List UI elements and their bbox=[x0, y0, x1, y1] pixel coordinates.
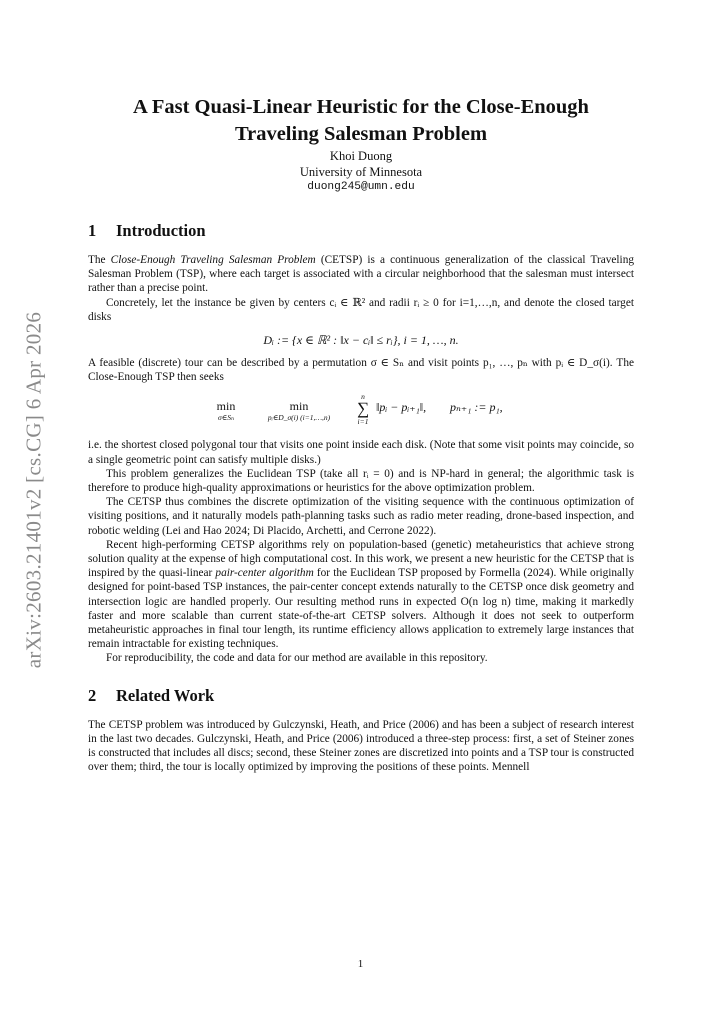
author-name: Khoi Duong bbox=[329, 149, 393, 163]
page-number: 1 bbox=[357, 958, 364, 970]
section-heading-related-work bbox=[88, 686, 634, 706]
intro-paragraph-5: This problem generalizes the Euclidean TSP (take all rᵢ = 0) and is NP-hard in general; the algorithmic task is therefore to produce high-quality approximations or heuristics for the above optimization problem. bbox=[88, 467, 634, 495]
title-line-1: A Fast Quasi-Linear Heuristic for the Close-Enough bbox=[133, 96, 589, 118]
intro-paragraph-1: The Close-Enough Traveling Salesman Problem (CETSP) is a continuous generalization of the classical Traveling Salesman Problem (TSP), where each target is associated with a circular neighborhood that the salesman must intersect rather than a precise point. bbox=[88, 254, 634, 295]
intro-paragraph-4: i.e. the shortest closed polygonal tour that visits one point inside each disk. (Note that some visit points may coincide, so a single geometric point can satisfy multiple disks.) bbox=[88, 439, 634, 466]
intro-paragraph-8: For reproducibility, the code and data for our method are available in this repository. bbox=[106, 652, 488, 665]
arxiv-sidebar bbox=[12, 300, 56, 680]
summation: n ∑ i=1 bbox=[356, 392, 370, 427]
paper-page bbox=[88, 94, 634, 774]
section-title: Introduction bbox=[116, 221, 206, 240]
section-number: 1 bbox=[88, 221, 97, 240]
intro-paragraph-7: Recent high-performing CETSP algorithms rely on population-based (genetic) metaheuristics that achieve strong solution quality at the expense of high computational cost. In this work, we present a new heuristic for the CETSP that is inspired by the quasi-linear pair-center algorithm for the Euclidean TSP proposed by Formella (2024). While originally designed for point-based TSP instances, the pair-center concept extends naturally to the CETSP once disk geometry and intersection logic are handled properly. Our resulting method runs in expected O(n log n) time, making it markedly faster and more scalable than current state-of-the-art CETSP solvers. Although it does not seek to outperform metaheuristic approaches in final tour length, its runtime efficiency allows application to extremely large instances that remain intractable for existing techniques. bbox=[88, 538, 634, 651]
title-line-2: Traveling Salesman Problem bbox=[234, 123, 488, 145]
pair-center-term: pair-center algorithm bbox=[215, 567, 314, 580]
equation-objective bbox=[88, 390, 634, 434]
equation-disks: Dᵢ := {x ∈ ℝ² : ‖x − cᵢ‖ ≤ rᵢ}, i = 1, …, n. bbox=[263, 333, 459, 348]
arxiv-identifier: arXiv:2603.21401v2 [cs.CG] 6 Apr 2026 bbox=[21, 311, 46, 669]
intro-paragraph-3: A feasible (discrete) tour can be described by a permutation σ ∈ Sₙ and visit points p₁, …, pₙ with pᵢ ∈ D_σ(i). The Close-Enough TSP then seeks bbox=[88, 357, 634, 384]
closure-term: pₙ₊₁ := p₁, bbox=[450, 400, 503, 415]
norm-term: ‖pᵢ − pᵢ₊₁‖, bbox=[376, 400, 427, 415]
author-affiliation: University of Minnesota bbox=[299, 165, 423, 179]
cetsp-term: Close-Enough Traveling Salesman Problem bbox=[110, 254, 316, 266]
paper-title bbox=[88, 94, 634, 148]
section-number: 2 bbox=[88, 685, 97, 705]
intro-paragraph-6: The CETSP thus combines the discrete optimization of the visiting sequence with the continuous optimization of visiting positions, and it naturally models path-planning tasks such as radio meter reading, drone-based inspection, and robotic welding (Lei and Hao 2024; Di Placido, Archetti, and Cerrone 2022). bbox=[88, 496, 634, 537]
section-title: Related Work bbox=[116, 685, 215, 705]
paper-header bbox=[88, 94, 634, 195]
related-work-paragraph-1: The CETSP problem was introduced by Gulczynski, Heath, and Price (2006) and has been a subject of research interest in the last two decades. Gulczynski, Heath, and Price (2006) introduced a three-step process: first, a set of Steiner zones is constructed that includes all discs; second, these Steiner zones are discretized into points and a TSP tour is constructed over them; third, the tour is locally optimized by improving the positions of these points. Mennell bbox=[88, 718, 634, 774]
author-email[interactable]: duong245@umn.edu bbox=[307, 181, 415, 193]
min-over-points: min pᵢ∈D_σ(i) (i=1,…,n) bbox=[267, 399, 331, 423]
section-heading-introduction bbox=[88, 221, 634, 241]
min-over-permutations: min σ∈Sₙ bbox=[216, 399, 236, 423]
intro-paragraph-2: Concretely, let the instance be given by centers cᵢ ∈ ℝ² and radii rᵢ ≥ 0 for i=1,…,n, and denote the closed target disks bbox=[88, 296, 634, 323]
